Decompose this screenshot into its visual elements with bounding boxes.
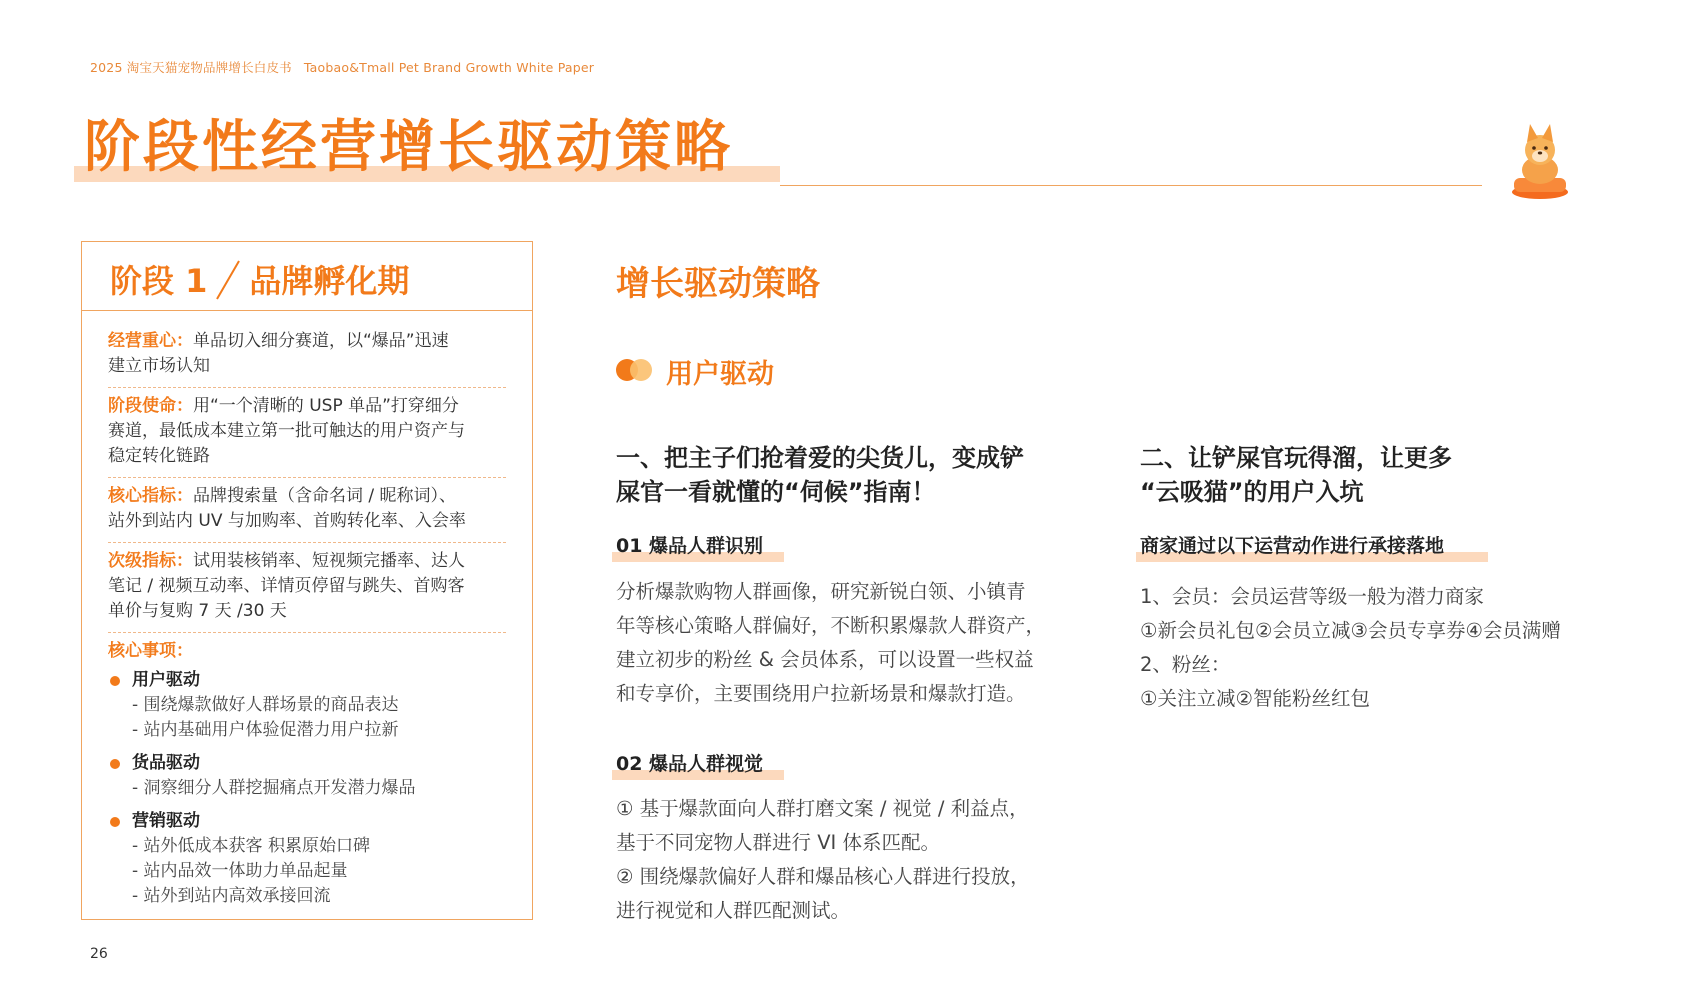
question-1-line-1: 一、把主子们抢着爱的尖货儿，变成铲 xyxy=(616,444,1024,472)
paragraph-01 xyxy=(616,575,1045,711)
driver-title: 货品驱动 xyxy=(132,753,200,773)
user-drive-label: 用户驱动 xyxy=(666,359,774,390)
paragraph-line: ① 基于爆款面向人群打磨文案 / 视觉 / 利益点， xyxy=(616,797,1029,820)
secondary-text-1: 试用装核销率、短视频完播率、达人 xyxy=(193,551,465,571)
paragraph-line: 进行视觉和人群匹配测试。 xyxy=(616,899,851,922)
bullet-dot-icon xyxy=(110,817,120,827)
panel-body xyxy=(82,311,532,913)
mission-section xyxy=(108,388,506,478)
mission-text-2: 赛道，最低成本建立第一批可触达的用户资产与 xyxy=(108,421,465,441)
secondary-text-3: 单价与复购 7 天 /30 天 xyxy=(108,601,287,621)
operations-line: 1、会员：会员运营等级一般为潜力商家 xyxy=(1140,585,1484,608)
operations-list xyxy=(1140,580,1561,716)
question-2-line-1: 二、让铲屎官玩得溜，让更多 xyxy=(1140,444,1452,472)
core-text-2: 站外到站内 UV 与加购率、首购转化率、入会率 xyxy=(108,511,466,531)
operations-line: ①新会员礼包②会员立减③会员专享券④会员满赠 xyxy=(1140,619,1561,642)
bullet-dot-icon xyxy=(110,676,120,686)
focus-text-1: 单品切入细分赛道，以“爆品”迅速 xyxy=(193,331,449,351)
subheading-operations xyxy=(1140,531,1444,558)
title-block xyxy=(74,108,733,188)
driver-title: 用户驱动 xyxy=(132,670,200,690)
driver-goods xyxy=(108,751,506,801)
mission-text-1: 用“一个清晰的 USP 单品”打穿细分 xyxy=(193,396,459,416)
focus-section xyxy=(108,329,506,388)
stage-number: 阶段 1 xyxy=(110,262,208,300)
paragraph-line: 和专享价，主要围绕用户拉新场景和爆款打造。 xyxy=(616,682,1026,705)
stage-panel xyxy=(81,241,533,920)
driver-marketing xyxy=(108,809,506,909)
paragraph-02 xyxy=(616,792,1030,928)
subheading-01 xyxy=(616,531,763,558)
driver-item: - 站外到站内高效承接回流 xyxy=(132,886,331,906)
question-2 xyxy=(1140,441,1452,509)
header-en: Taobao&Tmall Pet Brand Growth White Paper xyxy=(303,60,595,75)
page-header xyxy=(90,58,594,76)
driver-item: - 洞察细分人群挖掘痛点开发潜力爆品 xyxy=(132,778,416,798)
paragraph-line: 分析爆款购物人群画像，研究新锐白领、小镇青 xyxy=(616,580,1026,603)
circle-icon xyxy=(630,359,652,381)
stage-name: 品牌孵化期 xyxy=(249,262,410,300)
paragraph-line: 年等核心策略人群偏好，不断积累爆款人群资产， xyxy=(616,614,1046,637)
driver-user xyxy=(108,668,506,743)
secondary-label: 次级指标： xyxy=(108,551,193,571)
driver-item: - 站内基础用户体验促潜力用户拉新 xyxy=(132,720,399,740)
operations-line: 2、粉丝： xyxy=(1140,653,1231,676)
core-label: 核心指标： xyxy=(108,486,193,506)
paragraph-line: 建立初步的粉丝 & 会员体系，可以设置一些权益 xyxy=(616,648,1034,671)
subheading-01-text: 01 爆品人群识别 xyxy=(616,535,764,557)
strategy-title: 增长驱动策略 xyxy=(616,264,820,304)
title-divider xyxy=(780,185,1482,186)
mission-label: 阶段使命： xyxy=(108,396,193,416)
panel-header xyxy=(82,242,532,311)
items-label: 核心事项： xyxy=(108,641,193,661)
panel-title xyxy=(110,256,409,304)
dog-mascot-icon xyxy=(1508,120,1572,200)
question-2-line-2: “云吸猫”的用户入坑 xyxy=(1140,478,1364,506)
operations-line: ①关注立减②智能粉丝红包 xyxy=(1140,687,1370,710)
paragraph-line: 基于不同宠物人群进行 VI 体系匹配。 xyxy=(616,831,940,854)
bullet-dot-icon xyxy=(110,759,120,769)
header-cn: 2025 淘宝天猫宠物品牌增长白皮书 xyxy=(90,60,292,75)
question-1 xyxy=(616,441,1024,509)
subheading-02 xyxy=(616,749,763,776)
subheading-operations-text: 商家通过以下运营动作进行承接落地 xyxy=(1140,535,1445,557)
core-metrics-section xyxy=(108,478,506,543)
subheading-02-text: 02 爆品人群视觉 xyxy=(616,753,764,775)
driver-title: 营销驱动 xyxy=(132,811,200,831)
slash-divider-icon xyxy=(213,259,243,301)
core-items-section xyxy=(108,633,506,913)
driver-item: - 站内品效一体助力单品起量 xyxy=(132,861,348,881)
secondary-text-2: 笔记 / 视频互动率、详情页停留与跳失、首购客 xyxy=(108,576,465,596)
driver-item: - 站外低成本获客 积累原始口碑 xyxy=(132,836,370,856)
paragraph-line: ② 围绕爆款偏好人群和爆品核心人群进行投放， xyxy=(616,865,1030,888)
page-title: 阶段性经营增长驱动策略 xyxy=(84,115,733,180)
page-number: 26 xyxy=(90,946,108,962)
core-text-1: 品牌搜索量（含命名词 / 昵称词）、 xyxy=(193,486,457,506)
secondary-metrics-section xyxy=(108,543,506,633)
focus-text-2: 建立市场认知 xyxy=(108,356,210,376)
mission-text-3: 稳定转化链路 xyxy=(108,446,210,466)
focus-label: 经营重心： xyxy=(108,331,193,351)
question-1-line-2: 屎官一看就懂的“伺候”指南！ xyxy=(616,478,936,506)
driver-item: - 围绕爆款做好人群场景的商品表达 xyxy=(132,695,399,715)
